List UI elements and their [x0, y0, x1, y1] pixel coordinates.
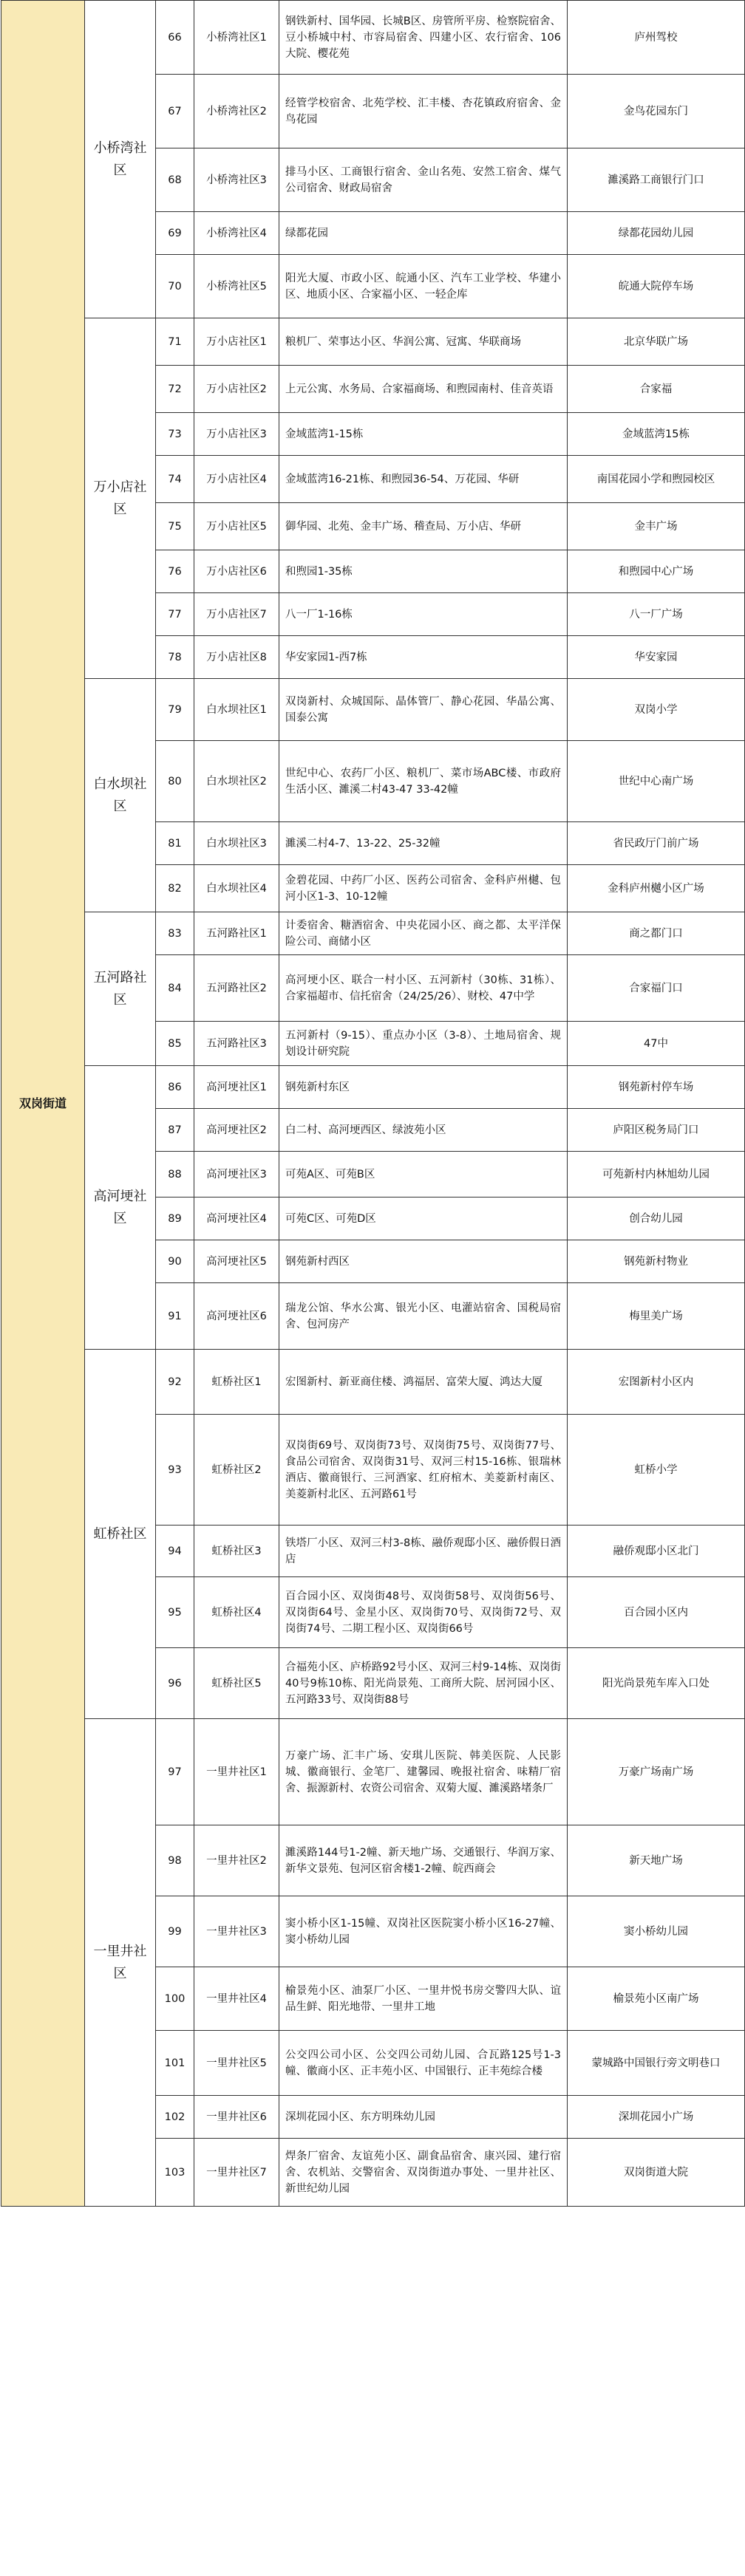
row-number-cell: 81: [156, 822, 194, 865]
location-cell: 南国花园小学和煦园校区: [568, 456, 745, 503]
sub-community-cell: 白水坝社区1: [194, 679, 279, 741]
sub-community-cell: 虹桥社区4: [194, 1577, 279, 1648]
location-cell: 双岗街道大院: [568, 2139, 745, 2207]
sub-community-cell: 万小店社区4: [194, 456, 279, 503]
row-number-cell: 85: [156, 1022, 194, 1066]
sub-community-cell: 五河路社区2: [194, 955, 279, 1022]
covered-areas-cell: 钢铁新村、国华园、长城B区、房管所平房、检察院宿舍、豆小桥城中村、市容局宿舍、四建小区、农行宿舍、106大院、樱花苑: [279, 1, 568, 75]
covered-areas-cell: 绿都花园: [279, 212, 568, 255]
sub-community-cell: 白水坝社区4: [194, 865, 279, 912]
row-number-cell: 70: [156, 255, 194, 318]
covered-areas-cell: 合福苑小区、庐桥路92号小区、双河三村9-14栋、双岗街40号9栋10栋、阳光尚景苑、工商所大院、居河园小区、五河路33号、双岗街88号: [279, 1648, 568, 1719]
location-cell: 商之都门口: [568, 912, 745, 955]
location-cell: 创合幼儿园: [568, 1198, 745, 1240]
sub-community-cell: 五河路社区1: [194, 912, 279, 955]
location-cell: 阳光尚景苑车库入口处: [568, 1648, 745, 1719]
location-cell: 八一厂广场: [568, 593, 745, 636]
row-number-cell: 100: [156, 1967, 194, 2031]
row-number-cell: 99: [156, 1896, 194, 1967]
table-row: [1, 1, 745, 75]
covered-areas-cell: 经管学校宿舍、北苑学校、汇丰楼、杏花镇政府宿舍、金鸟花园: [279, 75, 568, 148]
covered-areas-cell: 五河新村（9-15）、重点办小区（3-8）、土地局宿舍、规划设计研究院: [279, 1022, 568, 1066]
row-number-cell: 88: [156, 1152, 194, 1198]
row-number-cell: 71: [156, 318, 194, 366]
sub-community-cell: 虹桥社区5: [194, 1648, 279, 1719]
location-cell: 47中: [568, 1022, 745, 1066]
location-cell: 新天地广场: [568, 1825, 745, 1896]
location-cell: 融侨观邸小区北门: [568, 1526, 745, 1577]
covered-areas-cell: 钢苑新村东区: [279, 1066, 568, 1109]
covered-areas-cell: 榆景苑小区、油泵厂小区、一里井悦书房交警四大队、谊品生鲜、阳光地带、一里井工地: [279, 1967, 568, 2031]
sub-community-cell: 小桥湾社区3: [194, 148, 279, 212]
row-number-cell: 92: [156, 1350, 194, 1415]
community-name-cell: 虹桥社区: [85, 1350, 156, 1719]
row-number-cell: 67: [156, 75, 194, 148]
community-name-cell: 五河路社区: [85, 912, 156, 1066]
row-number-cell: 91: [156, 1283, 194, 1350]
covered-areas-cell: 焊条厂宿舍、友谊苑小区、副食品宿舍、康兴园、建行宿舍、农机站、交警宿舍、双岗街道办事处、一里井社区、新世纪幼儿园: [279, 2139, 568, 2207]
sub-community-cell: 小桥湾社区2: [194, 75, 279, 148]
location-cell: 窦小桥幼儿园: [568, 1896, 745, 1967]
location-cell: 金科庐州樾小区广场: [568, 865, 745, 912]
sub-community-cell: 一里井社区4: [194, 1967, 279, 2031]
covered-areas-cell: 深圳花园小区、东方明珠幼儿园: [279, 2096, 568, 2139]
row-number-cell: 84: [156, 955, 194, 1022]
covered-areas-cell: 华安家园1-西7栋: [279, 636, 568, 679]
covered-areas-cell: 瑞龙公馆、华水公寓、银光小区、电灌站宿舍、国税局宿舍、包河房产: [279, 1283, 568, 1350]
covered-areas-cell: 可苑A区、可苑B区: [279, 1152, 568, 1198]
row-number-cell: 69: [156, 212, 194, 255]
covered-areas-cell: 金碧花园、中药厂小区、医药公司宿舍、金科庐州樾、包河小区1-3、10-12幢: [279, 865, 568, 912]
sub-community-cell: 万小店社区8: [194, 636, 279, 679]
row-number-cell: 102: [156, 2096, 194, 2139]
row-number-cell: 86: [156, 1066, 194, 1109]
table-row: [1, 1719, 745, 1825]
sub-community-cell: 高河埂社区2: [194, 1109, 279, 1152]
covered-areas-cell: 公交四公司小区、公交四公司幼儿园、合瓦路125号1-3幢、徽商小区、正丰苑小区、中国银行、正丰苑综合楼: [279, 2031, 568, 2096]
sub-community-cell: 虹桥社区3: [194, 1526, 279, 1577]
covered-areas-cell: 可苑C区、可苑D区: [279, 1198, 568, 1240]
covered-areas-cell: 铁塔厂小区、双河三村3-8栋、融侨观邸小区、融侨假日酒店: [279, 1526, 568, 1577]
location-cell: 皖通大院停车场: [568, 255, 745, 318]
sub-community-cell: 高河埂社区1: [194, 1066, 279, 1109]
sub-community-cell: 白水坝社区2: [194, 741, 279, 822]
location-cell: 钢苑新村停车场: [568, 1066, 745, 1109]
table-row: [1, 912, 745, 955]
sub-community-cell: 一里井社区3: [194, 1896, 279, 1967]
row-number-cell: 87: [156, 1109, 194, 1152]
location-cell: 世纪中心南广场: [568, 741, 745, 822]
covered-areas-cell: 钢苑新村西区: [279, 1240, 568, 1283]
location-cell: 庐州驾校: [568, 1, 745, 75]
covered-areas-cell: 八一厂1-16栋: [279, 593, 568, 636]
row-number-cell: 75: [156, 503, 194, 550]
row-number-cell: 77: [156, 593, 194, 636]
covered-areas-cell: 御华园、北苑、金丰广场、稽查局、万小店、华研: [279, 503, 568, 550]
row-number-cell: 97: [156, 1719, 194, 1825]
location-cell: 可苑新村内林旭幼儿园: [568, 1152, 745, 1198]
covered-areas-cell: 排马小区、工商银行宿舍、金山名苑、安然工宿舍、煤气公司宿舍、财政局宿舍: [279, 148, 568, 212]
location-cell: 深圳花园小广场: [568, 2096, 745, 2139]
row-number-cell: 80: [156, 741, 194, 822]
sub-community-cell: 万小店社区5: [194, 503, 279, 550]
row-number-cell: 66: [156, 1, 194, 75]
street-name-cell: 双岗街道: [1, 1, 85, 2207]
row-number-cell: 89: [156, 1198, 194, 1240]
covered-areas-cell: 和煦园1-35栋: [279, 550, 568, 593]
sub-community-cell: 万小店社区6: [194, 550, 279, 593]
location-cell: 万豪广场南广场: [568, 1719, 745, 1825]
location-cell: 合家福门口: [568, 955, 745, 1022]
covered-areas-cell: 宏图新村、新亚商住楼、鸿福居、富荣大厦、鸿达大厦: [279, 1350, 568, 1415]
sub-community-cell: 高河埂社区3: [194, 1152, 279, 1198]
district-table: [1, 0, 745, 2207]
community-name-cell: 一里井社区: [85, 1719, 156, 2207]
covered-areas-cell: 濉溪路144号1-2幢、新天地广场、交通银行、华润万家、新华文景苑、包河区宿舍楼1-2幢、皖西商会: [279, 1825, 568, 1896]
covered-areas-cell: 百合园小区、双岗街48号、双岗街58号、双岗街56号、双岗街64号、金星小区、双岗街70号、双岗街72号、双岗街74号、二期工程小区、双岗街66号: [279, 1577, 568, 1648]
sub-community-cell: 万小店社区7: [194, 593, 279, 636]
table-row: [1, 1066, 745, 1109]
row-number-cell: 78: [156, 636, 194, 679]
covered-areas-cell: 上元公寓、水务局、合家福商场、和煦园南村、佳音英语: [279, 366, 568, 413]
covered-areas-cell: 高河埂小区、联合一村小区、五河新村（30栋、31栋）、合家福超市、信托宿舍（24/25/26）、财校、47中学: [279, 955, 568, 1022]
location-cell: 华安家园: [568, 636, 745, 679]
location-cell: 榆景苑小区南广场: [568, 1967, 745, 2031]
covered-areas-cell: 双岗新村、众城国际、晶体管厂、静心花园、华晶公寓、国泰公寓: [279, 679, 568, 741]
table-row: [1, 679, 745, 741]
sub-community-cell: 高河埂社区4: [194, 1198, 279, 1240]
sub-community-cell: 一里井社区7: [194, 2139, 279, 2207]
location-cell: 金鸟花园东门: [568, 75, 745, 148]
row-number-cell: 83: [156, 912, 194, 955]
location-cell: 濉溪路工商银行门口: [568, 148, 745, 212]
community-name-cell: 小桥湾社区: [85, 1, 156, 318]
sub-community-cell: 一里井社区6: [194, 2096, 279, 2139]
row-number-cell: 79: [156, 679, 194, 741]
row-number-cell: 76: [156, 550, 194, 593]
sub-community-cell: 万小店社区3: [194, 413, 279, 456]
location-cell: 绿都花园幼儿园: [568, 212, 745, 255]
covered-areas-cell: 白二村、高河埂西区、绿波苑小区: [279, 1109, 568, 1152]
location-cell: 双岗小学: [568, 679, 745, 741]
row-number-cell: 72: [156, 366, 194, 413]
location-cell: 钢苑新村物业: [568, 1240, 745, 1283]
location-cell: 蒙城路中国银行旁文明巷口: [568, 2031, 745, 2096]
sub-community-cell: 虹桥社区1: [194, 1350, 279, 1415]
community-name-cell: 万小店社区: [85, 318, 156, 679]
sub-community-cell: 一里井社区5: [194, 2031, 279, 2096]
row-number-cell: 90: [156, 1240, 194, 1283]
location-cell: 虹桥小学: [568, 1415, 745, 1526]
covered-areas-cell: 万豪广场、汇丰广场、安琪儿医院、韩美医院、人民影城、徽商银行、金笔厂、建馨园、晚报社宿舍、味精厂宿舍、振源新村、农资公司宿舍、双菊大厦、濉溪路堵条厂: [279, 1719, 568, 1825]
location-cell: 和煦园中心广场: [568, 550, 745, 593]
covered-areas-cell: 金域蓝湾16-21栋、和煦园36-54、万花园、华研: [279, 456, 568, 503]
table-row: [1, 318, 745, 366]
row-number-cell: 74: [156, 456, 194, 503]
location-cell: 省民政厅门前广场: [568, 822, 745, 865]
sub-community-cell: 五河路社区3: [194, 1022, 279, 1066]
location-cell: 庐阳区税务局门口: [568, 1109, 745, 1152]
location-cell: 宏图新村小区内: [568, 1350, 745, 1415]
sub-community-cell: 高河埂社区6: [194, 1283, 279, 1350]
location-cell: 梅里美广场: [568, 1283, 745, 1350]
community-name-cell: 白水坝社区: [85, 679, 156, 912]
sub-community-cell: 小桥湾社区4: [194, 212, 279, 255]
row-number-cell: 68: [156, 148, 194, 212]
location-cell: 金域蓝湾15栋: [568, 413, 745, 456]
covered-areas-cell: 金域蓝湾1-15栋: [279, 413, 568, 456]
row-number-cell: 98: [156, 1825, 194, 1896]
sub-community-cell: 万小店社区1: [194, 318, 279, 366]
covered-areas-cell: 世纪中心、农药厂小区、粮机厂、菜市场ABC楼、市政府生活小区、濉溪二村43-47 33-42幢: [279, 741, 568, 822]
covered-areas-cell: 粮机厂、荣事达小区、华润公寓、冠寓、华联商场: [279, 318, 568, 366]
sub-community-cell: 白水坝社区3: [194, 822, 279, 865]
covered-areas-cell: 阳光大厦、市政小区、皖通小区、汽车工业学校、华建小区、地质小区、合家福小区、一轻企库: [279, 255, 568, 318]
covered-areas-cell: 双岗街69号、双岗街73号、双岗街75号、双岗街77号、食品公司宿舍、双岗街31号、双河三村15-16栋、银瑞林酒店、徽商银行、三河酒家、红府棺木、美菱新村南区、美菱新村北区、五河路61号: [279, 1415, 568, 1526]
row-number-cell: 73: [156, 413, 194, 456]
sub-community-cell: 小桥湾社区5: [194, 255, 279, 318]
sub-community-cell: 高河埂社区5: [194, 1240, 279, 1283]
location-cell: 北京华联广场: [568, 318, 745, 366]
row-number-cell: 93: [156, 1415, 194, 1526]
row-number-cell: 103: [156, 2139, 194, 2207]
covered-areas-cell: 计委宿舍、糖酒宿舍、中央花园小区、商之都、太平洋保险公司、商储小区: [279, 912, 568, 955]
location-cell: 合家福: [568, 366, 745, 413]
location-cell: 百合园小区内: [568, 1577, 745, 1648]
covered-areas-cell: 濉溪二村4-7、13-22、25-32幢: [279, 822, 568, 865]
sub-community-cell: 一里井社区1: [194, 1719, 279, 1825]
sub-community-cell: 万小店社区2: [194, 366, 279, 413]
sub-community-cell: 虹桥社区2: [194, 1415, 279, 1526]
sub-community-cell: 小桥湾社区1: [194, 1, 279, 75]
community-name-cell: 高河埂社区: [85, 1066, 156, 1350]
row-number-cell: 101: [156, 2031, 194, 2096]
location-cell: 金丰广场: [568, 503, 745, 550]
sub-community-cell: 一里井社区2: [194, 1825, 279, 1896]
row-number-cell: 94: [156, 1526, 194, 1577]
table-row: [1, 1350, 745, 1415]
covered-areas-cell: 窦小桥小区1-15幢、双岗社区医院窦小桥小区16-27幢、窦小桥幼儿园: [279, 1896, 568, 1967]
row-number-cell: 95: [156, 1577, 194, 1648]
row-number-cell: 96: [156, 1648, 194, 1719]
row-number-cell: 82: [156, 865, 194, 912]
